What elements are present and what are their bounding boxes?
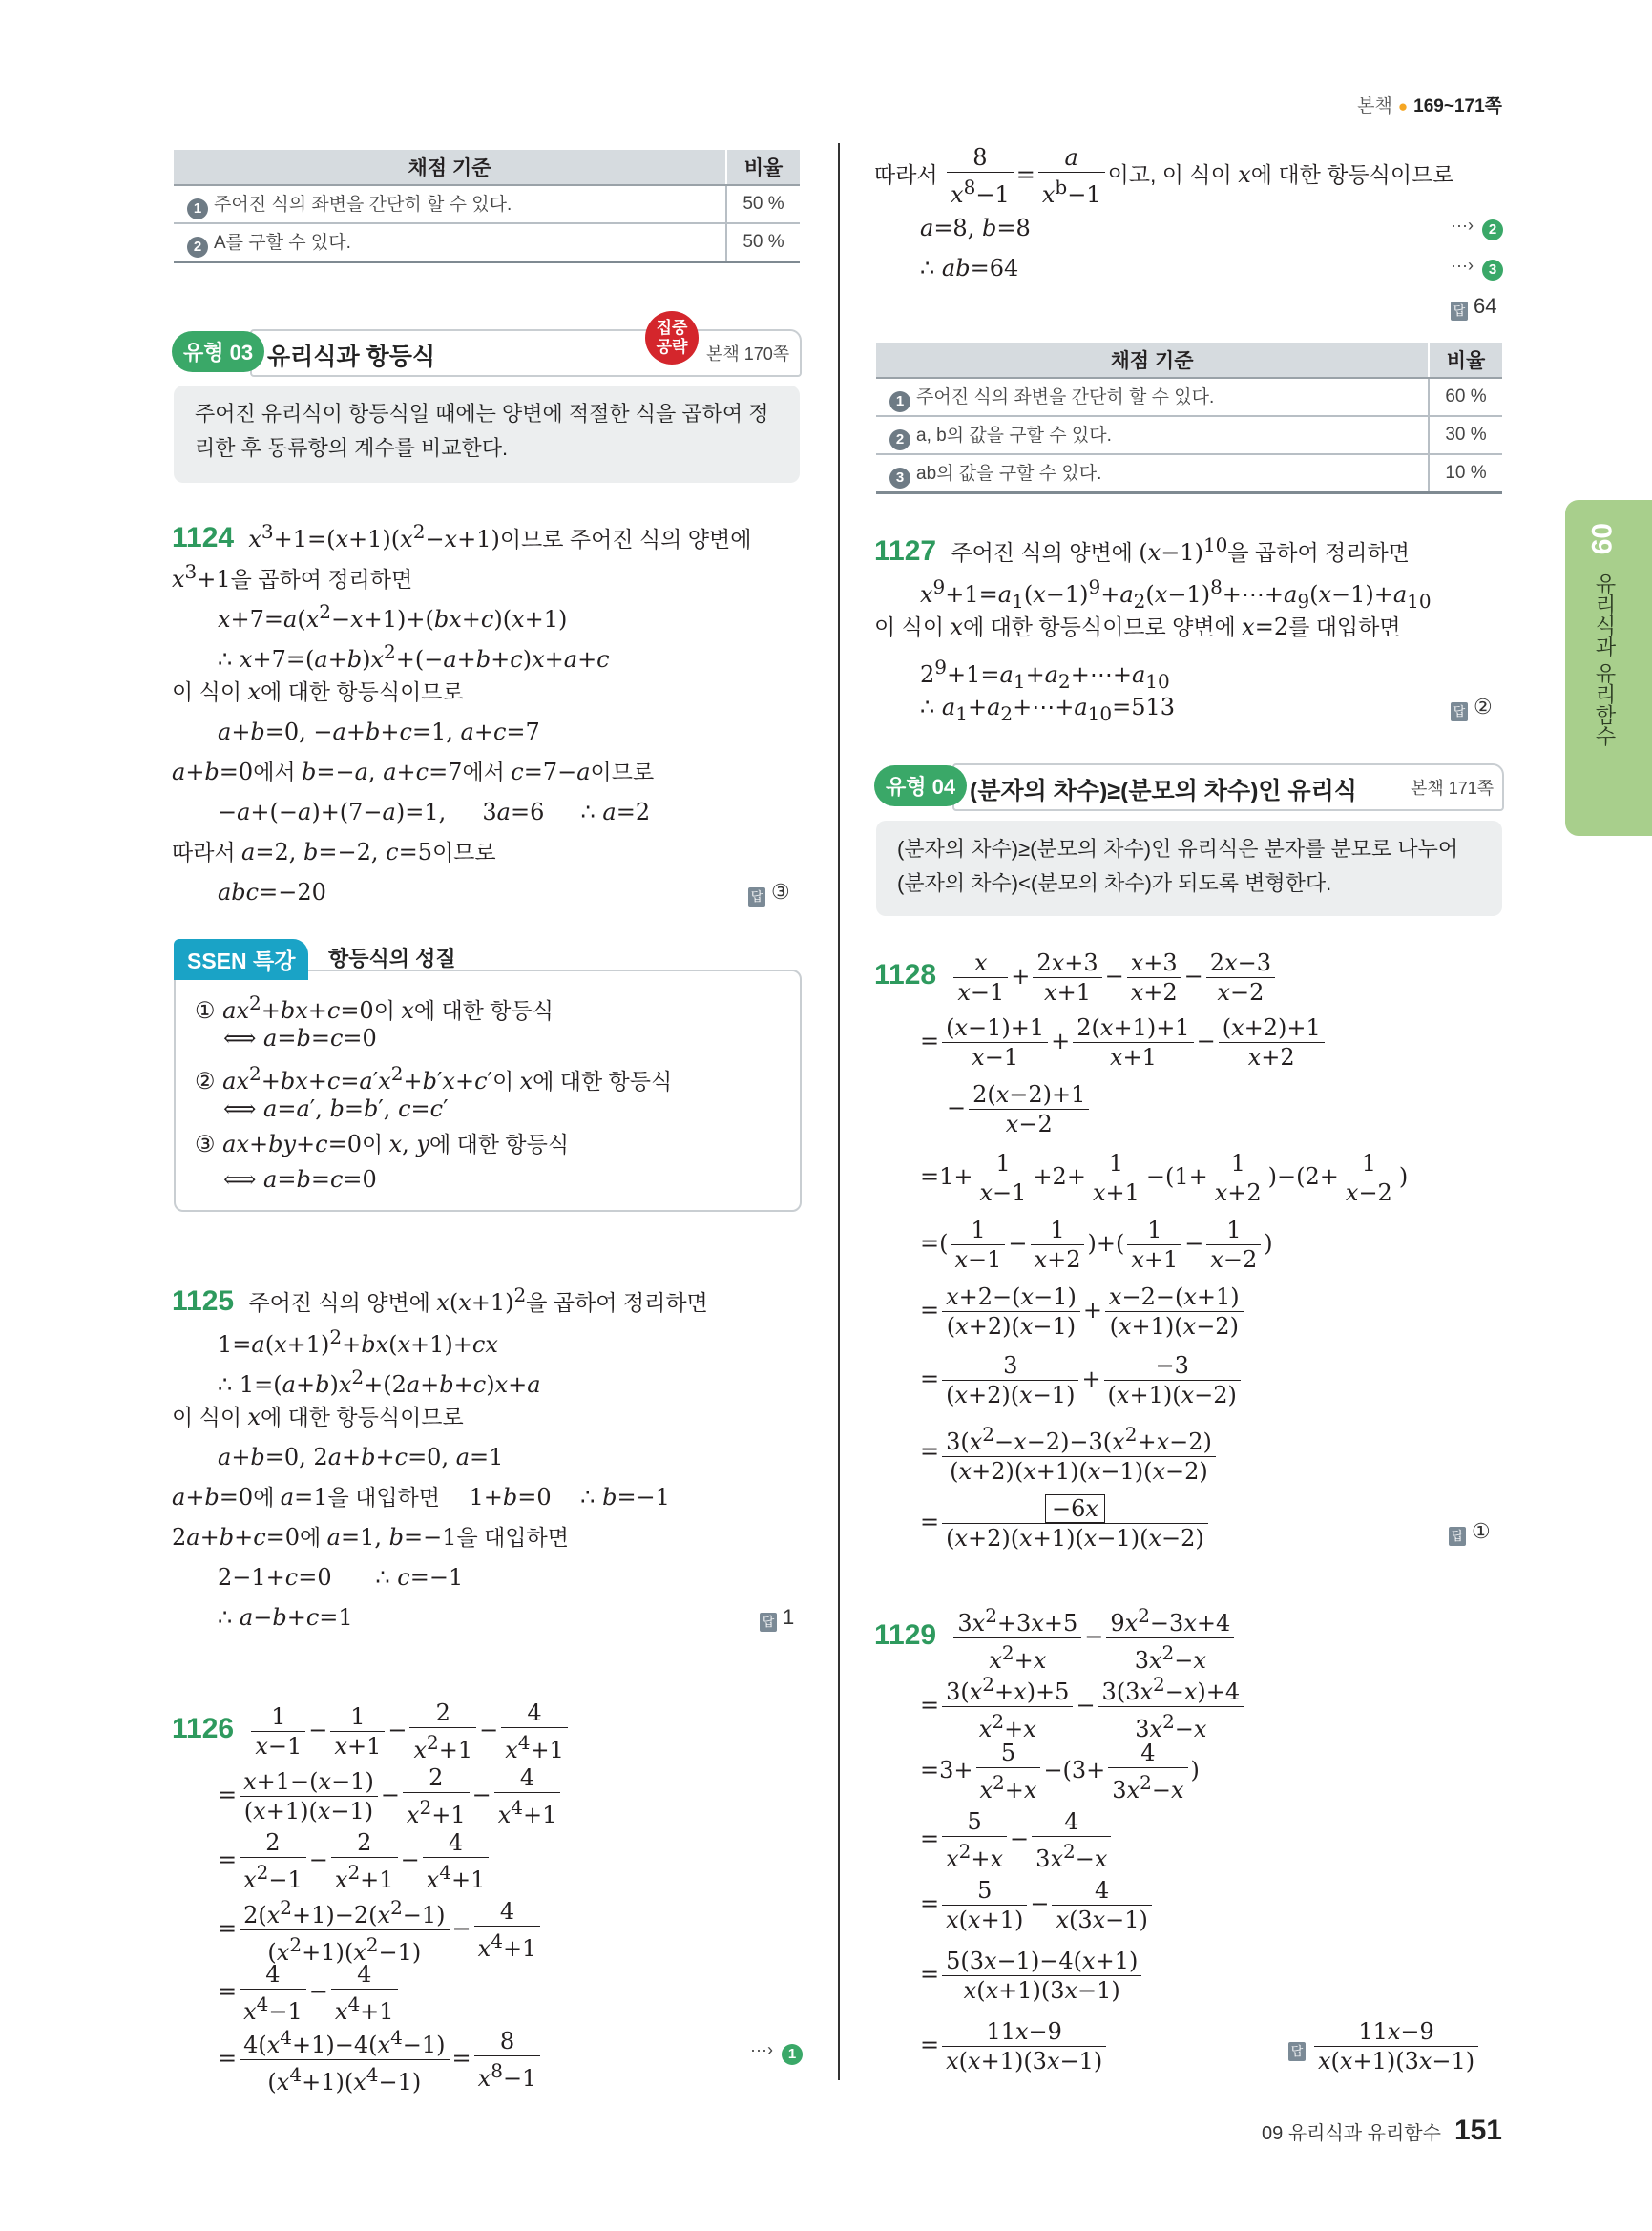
type-03-summary: 주어진 유리식이 항등식일 때에는 양변에 적절한 식을 곱하여 정 리한 후 동류항의 계수를 비교한다.	[174, 386, 800, 483]
step-number-icon: 2	[187, 237, 208, 258]
col-criteria: 채점 기준	[174, 150, 726, 185]
step-number-icon: 3	[889, 468, 910, 489]
problem-1126: 1126 $\frac{1}{x-1}$ − $\frac{1}{x+1}$ − $\frac{2}{x^2+1}$ − $\frac{4}{x^4+1}$	[172, 1699, 571, 1764]
ssen-title: 항등식의 성질	[328, 947, 456, 970]
step-mark-2: ···› 2	[1451, 216, 1503, 240]
problem-1127: 1127 주어진 식의 양변에 $(x-1)^{10}$을 곱하여 정리하면	[874, 533, 1410, 567]
answer-1129: 답 $\frac{11x-9}{x(x+1)(3x-1)}$	[1288, 2017, 1481, 2075]
type-04-ref: 본책 171쪽	[1411, 779, 1495, 798]
column-divider	[838, 143, 840, 2080]
grading-table-1	[174, 150, 800, 263]
answer-1124: 답 ③	[748, 880, 790, 907]
ssen-badge: SSEN 특강	[174, 939, 308, 980]
type-03-ref: 본책 170쪽	[706, 344, 790, 364]
footer-chapter: 09 유리식과 유리함수	[1262, 2123, 1441, 2144]
answer-1125: 답 1	[760, 1605, 794, 1632]
bullet-icon: ●	[1397, 97, 1409, 115]
type-03-title: 유리식과 항등식	[267, 344, 435, 370]
table-row: 2 A를 구할 수 있다. 50 %	[174, 223, 800, 262]
problem-1125: 1125 주어진 식의 양변에 $x(x+1)^2$을 곱하여 정리하면	[172, 1283, 708, 1317]
page-reference: 본책 ● 169~171쪽	[1357, 96, 1502, 116]
problem-1124: 1124 $x^3+1=(x+1)(x^2-x+1)$이므로 주어진 식의 양변에	[172, 520, 752, 553]
type-04-badge: 유형 04	[874, 765, 967, 806]
answer-1126: 답 64	[1451, 294, 1496, 321]
col-criteria: 채점 기준	[876, 343, 1429, 378]
page-number: 151	[1453, 2115, 1502, 2146]
step-number-icon: 1	[187, 198, 208, 219]
chapter-number: 09	[1585, 523, 1617, 555]
chapter-label: 유리식과 유리함수	[1593, 573, 1617, 747]
problem-1129: 1129 $\frac{3x^2+3x+5}{x^2+x}$ − $\frac{9x^2-3x+4}{3x^2-x}$	[874, 1601, 1237, 1675]
answer-icon: 답	[1449, 1527, 1466, 1546]
col-ratio: 비율	[726, 150, 800, 185]
answer-icon: 답	[1451, 702, 1468, 721]
step-mark-3: ···› 3	[1451, 256, 1503, 281]
answer-icon: 답	[1451, 302, 1468, 321]
table-row: 3 ab의 값을 구할 수 있다. 10 %	[876, 454, 1502, 493]
grading-table-2	[876, 343, 1502, 494]
answer-icon: 답	[760, 1613, 777, 1632]
table-row: 2 a, b의 값을 구할 수 있다. 30 %	[876, 416, 1502, 454]
page-footer	[1262, 2115, 1502, 2147]
type-04-title: (분자의 차수)≥(분모의 차수)인 유리식	[970, 778, 1357, 804]
focus-badge: 집중 공략	[645, 311, 699, 365]
table-row: 1 주어진 식의 좌변을 간단히 할 수 있다. 60 %	[876, 378, 1502, 416]
step-number-icon: 1	[889, 391, 910, 412]
answer-1128: 답 ①	[1449, 1519, 1491, 1546]
table-row: 1 주어진 식의 좌변을 간단히 할 수 있다. 50 %	[174, 185, 800, 223]
col-ratio: 비율	[1429, 343, 1502, 378]
answer-1127: 답 ②	[1451, 695, 1493, 721]
type-03-badge: 유형 03	[172, 331, 264, 372]
step-number-icon: 2	[889, 429, 910, 450]
answer-icon: 답	[748, 887, 765, 907]
step-mark-1: ···› 1	[750, 2040, 803, 2065]
answer-icon: 답	[1288, 2042, 1306, 2061]
type-04-summary: (분자의 차수)≥(분모의 차수)인 유리식은 분자를 분모로 나누어 (분자의 차수)<(분모의 차수)가 되도록 변형한다.	[876, 821, 1502, 916]
problem-1128: 1128 $\frac{x}{x-1}$ + $\frac{2x+3}{x+1}$ − $\frac{x+3}{x+2}$ − $\frac{2x-3}{x-2}$	[874, 949, 1278, 1007]
